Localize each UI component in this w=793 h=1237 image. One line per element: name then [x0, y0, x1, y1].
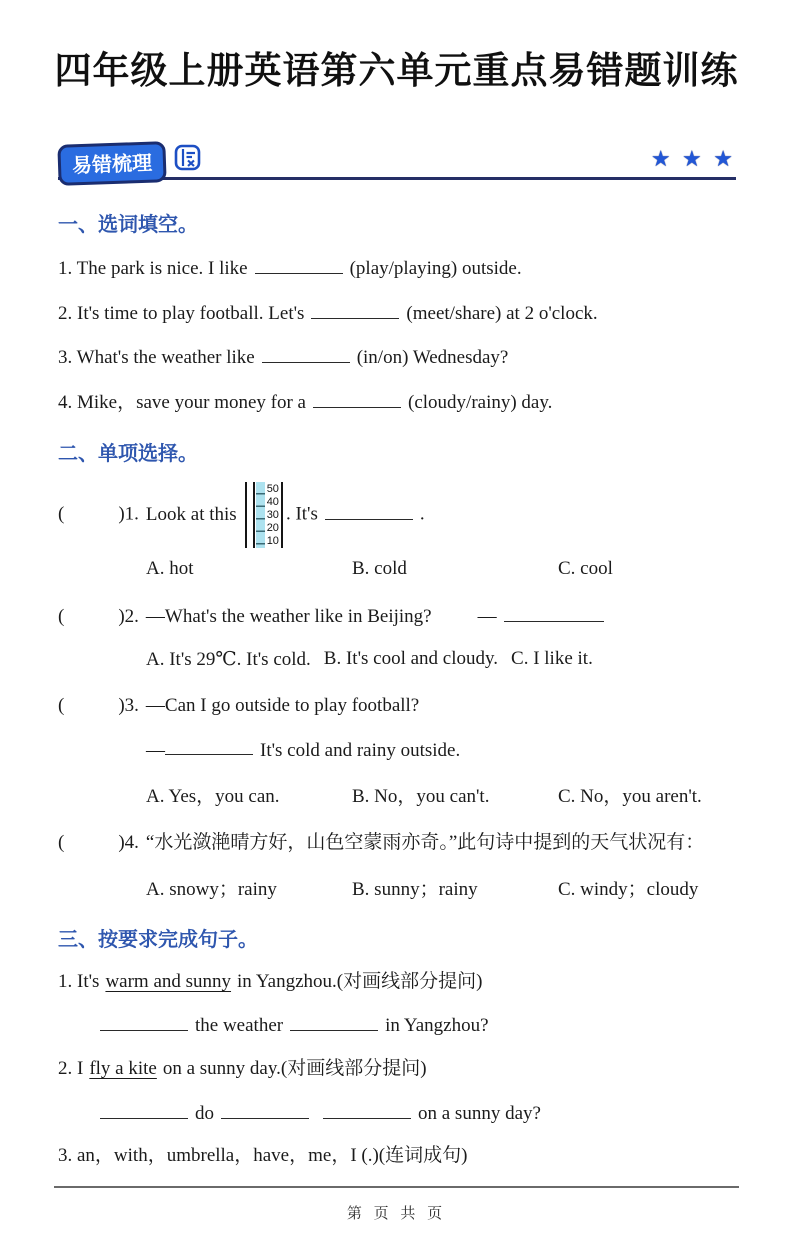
- question-text: the weather: [195, 1015, 284, 1037]
- option-c: C. windy；cloudy: [558, 878, 699, 900]
- dash: —: [477, 606, 497, 628]
- question-text: It's cold and rainy outside.: [260, 739, 461, 761]
- question-text: —Can I go outside to play football?: [145, 694, 420, 716]
- thermometer-frame-line: [245, 482, 247, 548]
- question-text: 2. It's time to play football. Let's: [58, 302, 305, 324]
- question-text: Look at this: [145, 503, 237, 525]
- s1-question-4: [58, 388, 738, 416]
- option-c: C. cool: [558, 558, 613, 580]
- answer-blank[interactable]: [323, 1099, 411, 1119]
- question-text: 3. What's the weather like: [58, 347, 255, 369]
- option-b: B. No，you can't.: [352, 786, 490, 808]
- question-label: )1.: [118, 503, 139, 525]
- question-text: 4. Mike，save your money for a: [58, 391, 306, 413]
- option-b: B. cold: [352, 558, 407, 580]
- question-text: in Yangzhou?: [385, 1015, 489, 1037]
- question-label: )2.: [118, 606, 139, 628]
- underlined-phrase: fly a kite: [89, 1057, 157, 1079]
- option-a: A. hot: [146, 558, 194, 580]
- paren-open: (: [58, 832, 65, 854]
- scale-tick-label: 10: [266, 535, 279, 548]
- paren-open: (: [58, 503, 65, 525]
- difficulty-stars-icon: ★ ★ ★: [650, 146, 736, 171]
- s3-question-1-answer-line: [58, 1011, 738, 1039]
- worksheet-content: [0, 180, 793, 1186]
- option-a: A. Yes，you can.: [146, 786, 280, 808]
- answer-blank[interactable]: [313, 388, 401, 408]
- question-text: “水光潋滟晴方好，山色空蒙雨亦奇。”此句诗中提到的天气状况有：: [145, 832, 705, 854]
- answer-blank[interactable]: [325, 500, 413, 520]
- section-3-heading: 三、按要求完成句子。: [58, 928, 258, 951]
- answer-blank[interactable]: [100, 1011, 188, 1031]
- error-notebook-icon: [174, 144, 201, 176]
- page-title: 四年级上册英语第六单元重点易错题训练: [54, 50, 739, 91]
- question-text: on a sunny day.(对画线部分提问): [162, 1057, 427, 1079]
- question-text: . It's: [285, 503, 318, 525]
- option-c: C. No，you aren't.: [558, 786, 702, 808]
- answer-blank[interactable]: [290, 1011, 378, 1031]
- page-number-text: 第 页 共 页: [346, 1205, 447, 1222]
- paren-open: (: [58, 694, 65, 716]
- scale-tick-label: 40: [266, 496, 279, 509]
- error-review-badge-group: [58, 143, 201, 184]
- answer-blank[interactable]: [165, 736, 253, 756]
- s1-question-1: [58, 254, 738, 282]
- question-label: )4.: [118, 832, 139, 854]
- s2-question-4: [58, 830, 738, 856]
- s1-question-2: [58, 299, 738, 327]
- question-text: do: [195, 1102, 214, 1124]
- option-b: B. It's cool and cloudy.: [323, 647, 499, 669]
- options-row: [58, 874, 738, 901]
- thermometer-body: [253, 482, 283, 548]
- question-text: (in/on) Wednesday?: [356, 347, 509, 369]
- answer-blank[interactable]: [311, 299, 399, 319]
- question-text: (meet/share) at 2 o'clock.: [406, 302, 598, 324]
- s2-question-1: [58, 483, 738, 548]
- answer-blank[interactable]: [100, 1099, 188, 1119]
- scale-tick-label: 20: [266, 522, 279, 535]
- s3-question-3: [58, 1143, 738, 1169]
- question-text: .: [419, 503, 425, 525]
- question-text: 3. an，with，umbrella，have，me，I (.)(连词成句): [58, 1145, 468, 1167]
- s2-question-3: [58, 693, 738, 719]
- answer-blank[interactable]: [504, 602, 604, 622]
- s3-question-1: [58, 969, 738, 995]
- section-2-heading: 二、单项选择。: [58, 443, 198, 466]
- options-row: [58, 558, 738, 580]
- thermometer-image: [245, 482, 283, 548]
- option-b: B. sunny；rainy: [352, 878, 478, 900]
- section-1-heading: 一、选词填空。: [58, 214, 198, 236]
- question-text: 2. I: [58, 1057, 84, 1079]
- question-text: (cloudy/rainy) day.: [408, 391, 553, 413]
- option-c: C. I like it.: [511, 647, 593, 669]
- answer-blank[interactable]: [255, 254, 343, 274]
- question-text: in Yangzhou.(对画线部分提问): [237, 970, 483, 992]
- scale-tick-label: 50: [266, 483, 279, 496]
- s2-question-2: [58, 602, 738, 630]
- options-row: [58, 648, 738, 671]
- s1-question-3: [58, 343, 738, 371]
- question-text: (play/playing) outside.: [349, 257, 522, 279]
- options-row: [58, 781, 738, 808]
- scale-tick-label: 30: [266, 509, 279, 522]
- question-label: )3.: [118, 694, 139, 716]
- answer-blank[interactable]: [262, 343, 350, 363]
- section-header-rule: [58, 138, 736, 180]
- underlined-phrase: warm and sunny: [105, 970, 232, 992]
- option-a: A. It's 29℃. It's cold.: [146, 648, 311, 670]
- option-a: A. snowy；rainy: [146, 878, 277, 900]
- error-review-badge: 易错梳理: [57, 141, 166, 186]
- s3-question-2-answer-line: [58, 1099, 738, 1127]
- question-text: —What's the weather like in Beijing?: [145, 606, 432, 628]
- footer-divider: [54, 1186, 739, 1188]
- paren-open: (: [58, 606, 65, 628]
- s2-question-3-answer-line: [58, 736, 738, 764]
- dash: —: [146, 739, 165, 761]
- question-text: on a sunny day?: [418, 1102, 541, 1124]
- thermometer-scale: [265, 482, 280, 548]
- answer-blank[interactable]: [221, 1099, 309, 1119]
- s3-question-2: [58, 1056, 738, 1082]
- question-text: 1. The park is nice. I like: [58, 257, 248, 279]
- thermometer-tube: [256, 482, 265, 548]
- question-text: 1. It's: [58, 970, 100, 992]
- page-footer: [0, 1186, 793, 1237]
